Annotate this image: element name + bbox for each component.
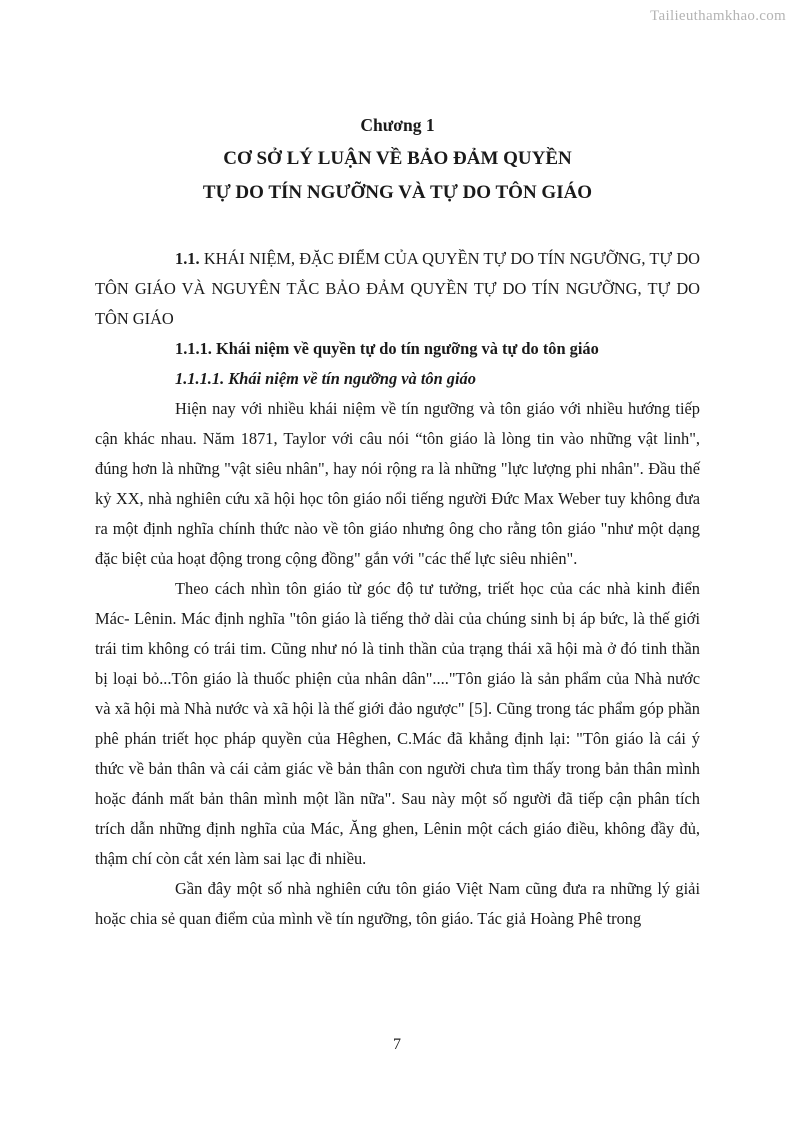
chapter-heading bbox=[95, 108, 700, 210]
section-heading-1-1-1: 1.1.1. Khái niệm về quyền tự do tín ngưỡng và tự do tôn giáo bbox=[175, 339, 599, 358]
paragraph: Gần đây một số nhà nghiên cứu tôn giáo Việt Nam cũng đưa ra những lý giải hoặc chia sẻ quan điểm của mình về tín ngưỡng, tôn giáo. Tác giả Hoàng Phê trong bbox=[95, 879, 700, 928]
section-number: 1.1. bbox=[175, 249, 200, 268]
chapter-title-line-1: CƠ SỞ LÝ LUẬN VỀ BẢO ĐẢM QUYỀN bbox=[223, 148, 572, 169]
paragraph: Hiện nay với nhiều khái niệm về tín ngưỡng và tôn giáo với nhiều hướng tiếp cận khác nhau. Năm 1871, Taylor với câu nói “tôn giáo là lòng tin vào những vật linh", đúng hơn là những "vật siêu nhân", hay nói rộng ra là những "lực lượng phi nhân". Đầu thế kỷ XX, nhà nghiên cứu xã hội học tôn giáo nổi tiếng người Đức Max Weber tuy không đưa ra một định nghĩa chính thức nào về tôn giáo nhưng ông cho rằng tôn giáo "như một dạng đặc biệt của hoạt động trong cộng đồng" gắn với "các thế lực siêu nhiên". bbox=[95, 399, 700, 568]
chapter-label: Chương 1 bbox=[360, 115, 435, 135]
section-heading-1-1-1-1: 1.1.1.1. Khái niệm về tín ngưỡng và tôn giáo bbox=[175, 369, 476, 388]
watermark: Tailieuthamkhao.com bbox=[650, 8, 786, 24]
chapter-title-line-2: TỰ DO TÍN NGƯỠNG VÀ TỰ DO TÔN GIÁO bbox=[202, 182, 593, 203]
page-number: 7 bbox=[393, 1036, 401, 1053]
paragraph: Theo cách nhìn tôn giáo từ góc độ tư tưởng, triết học của các nhà kinh điển Mác- Lênin. Mác định nghĩa "tôn giáo là tiếng thở dài của chúng sinh bị áp bức, là thế giới trái tim không có trái tim. Cũng như nó là tinh thần của trạng thái xã hội mà ở đó tinh thần bị loại bỏ...Tôn giáo là thuốc phiện của nhân dân"...."Tôn giáo là sản phẩm của Nhà nước và xã hội mà Nhà nước và xã hội là thế giới đảo ngược" [5]. Cũng trong tác phẩm góp phần phê phán triết học pháp quyền của Hêghen, C.Mác đã khẳng định lại: "Tôn giáo là cái ý thức về bản thân và cái cảm giác về bản thân con người chưa tìm thấy trong bản thân mình hoặc đánh mất bản thân mình một lần nữa". Sau này một số người đã tiếp cận phân tích trích dẫn những định nghĩa của Mác, Ăng ghen, Lênin một cách giáo điều, không đầy đủ, thậm chí còn cắt xén làm sai lạc đi nhiều. bbox=[95, 579, 700, 868]
section-heading-1-1 bbox=[95, 244, 700, 334]
section-title-text: KHÁI NIỆM, ĐẶC ĐIỂM CỦA QUYỀN TỰ DO TÍN NGƯỠNG, TỰ DO TÔN GIÁO VÀ NGUYÊN TẮC BẢO ĐẢM QUYỀN TỰ DO TÍN NGƯỠNG, TỰ DO TÔN GIÁO bbox=[95, 249, 700, 328]
page-content bbox=[95, 0, 700, 934]
